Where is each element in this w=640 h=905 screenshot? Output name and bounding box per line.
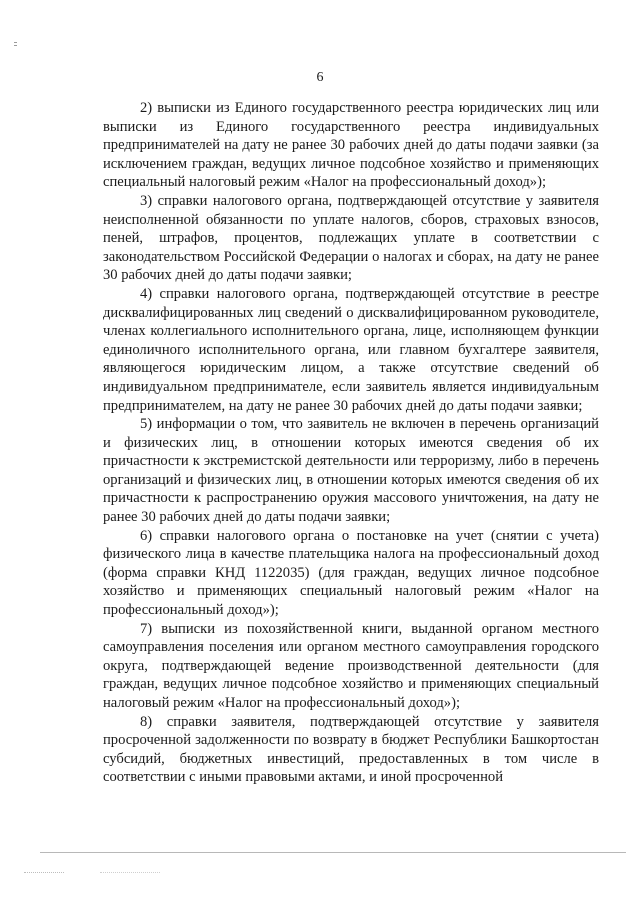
- paragraph-item-2: 2) выписки из Единого государственного реестра юридических лиц или выписки из Единого государственного реестра индивидуальных предпринимателей на дату не ранее 30 рабочих дней до даты подачи заявки (за исключением граждан, ведущих личное подсобное хозяйство и применяющих специальный налоговый режим «Налог на профессиональный доход»);: [103, 100, 599, 191]
- scan-bottom-rule: [40, 852, 626, 853]
- scan-mark: [14, 45, 17, 46]
- paragraph-item-8: 8) справки заявителя, подтверждающей отсутствие у заявителя просроченной задолженности по возврату в бюджет Республики Башкортостан субсидий, бюджетных инвестиций, предоставленных в том числе в соответствии с иными правовыми актами, и иной просроченной: [103, 713, 599, 786]
- scan-mark: [14, 42, 17, 43]
- paragraph-item-5: 5) информации о том, что заявитель не включен в перечень организаций и физических лиц, в отношении которых имеются сведения об их причастности к экстремистской деятельности или терроризму, либо в перечень организаций и физических лиц, в отношении которых имеются сведения об их причастности к распространению оружия массового уничтожения, на дату не ранее 30 рабочих дней до даты подачи заявки;: [103, 416, 599, 526]
- paragraph-item-4: 4) справки налогового органа, подтверждающей отсутствие в реестре дисквалифицированных лиц сведений о дисквалифицированном руководителе, членах коллегиального исполнительного органа, лице, исполняющем функции единоличного исполнительного органа, или главном бухгалтере заявителя, являющегося юридическим лицом, а также отсутствие сведений об индивидуальном предпринимателе, если заявитель является индивидуальным предпринимателем, на дату не ранее 30 рабочих дней до даты подачи заявки;: [103, 285, 599, 414]
- page-number: 6: [316, 70, 324, 85]
- scan-noise: [100, 872, 160, 874]
- paragraph-item-3: 3) справки налогового органа, подтверждающей отсутствие у заявителя неисполненной обязанности по уплате налогов, сборов, страховых взносов, пеней, штрафов, процентов, подлежащих уплате в соответствии с законодательством Российской Федерации о налогах и сборах, на дату не ранее 30 рабочих дней до даты подачи заявки;: [103, 192, 599, 284]
- scan-noise: [24, 872, 64, 874]
- document-body: [103, 99, 599, 787]
- paragraph-item-6: 6) справки налогового органа о постановке на учет (снятии с учета) физического лица в качестве плательщика налога на профессиональный доход (форма справки КНД 1122035) (для граждан, ведущих личное подсобное хозяйство и применяющих специальный налоговый режим «Налог на профессиональный доход»);: [103, 527, 599, 619]
- paragraph-item-7: 7) выписки из похозяйственной книги, выданной органом местного самоуправления поселения или органом местного самоуправления городского округа, подтверждающей ведение производственной деятельности (для граждан, ведущих личное подсобное хозяйство и применяющих специальный налоговый режим «Налог на профессиональный доход»);: [103, 620, 599, 711]
